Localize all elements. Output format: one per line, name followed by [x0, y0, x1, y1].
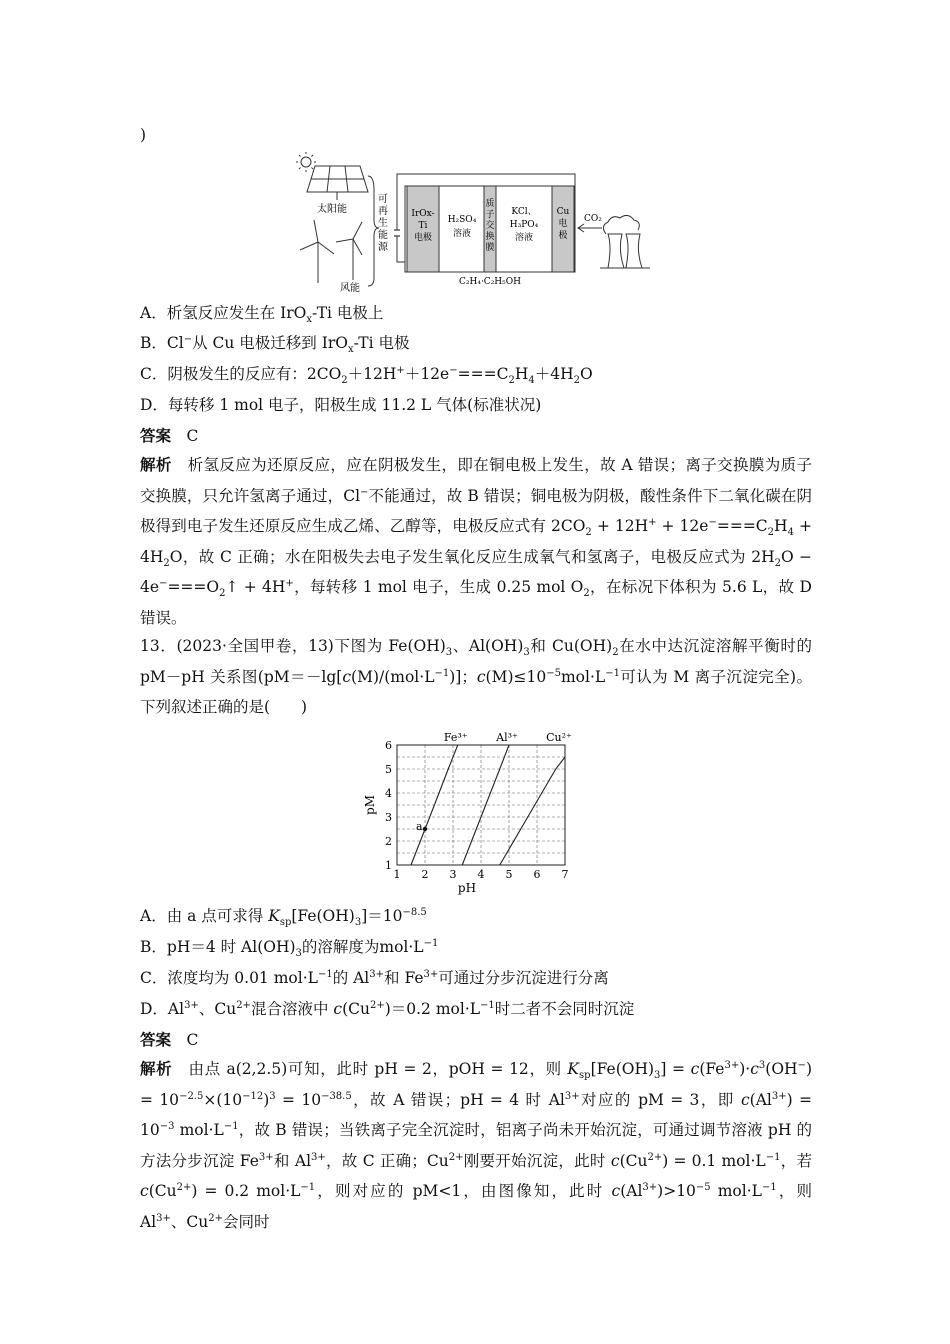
q13-option-a: A．由 a 点可求得 $K_{sp}[Fe(OH)_3]=10^{-8.5}$: [140, 906, 427, 929]
co2-arrow-icon: [578, 224, 602, 232]
svg-text:Cu: Cu: [556, 207, 570, 217]
y-tick-label: 4: [385, 787, 392, 800]
x-tick-label: 6: [533, 868, 541, 881]
svg-text:换: 换: [485, 232, 495, 242]
q12-option-c: C．阴极发生的反应有：$2CO_2+12H^++12e^-===C_2H_4+4H_2O$: [140, 364, 593, 387]
annotation-label: a: [416, 820, 423, 833]
q13-answer: 答案 C: [140, 1030, 199, 1049]
membrane-label: [485, 197, 494, 253]
y-tick-label: 3: [385, 811, 392, 824]
q12-answer: 答案 C: [140, 426, 199, 445]
svg-text:KCl、: KCl、: [511, 207, 537, 217]
svg-text:Ti: Ti: [418, 221, 428, 231]
y-axis-label: pM: [363, 795, 377, 815]
svg-text:膜: 膜: [485, 243, 495, 253]
x-tick-label: 7: [561, 868, 569, 881]
svg-text:子: 子: [485, 210, 495, 220]
x-tick-label: 5: [505, 868, 513, 881]
solar-panel-icon: [307, 166, 368, 200]
y-tick-label: 6: [385, 739, 392, 752]
chart-grid: [397, 745, 565, 865]
svg-text:再: 再: [378, 206, 388, 217]
series-line-2: [500, 757, 565, 865]
q13-stem: 13．(2023·全国甲卷，13)下图为 $Fe(OH)_3$、$Al(OH)_3$和 $Cu(OH)_2$在水中达沉淀溶解平衡时的pM－pH 关系图($pM=-\lg[c(M)/(mol\cdot L^{-1})]$；$c(M)\le 10^{-5}mol\cdot L^{-1}$可认为 M 离子沉淀完全)。下列叙述正确的是( ): [140, 637, 812, 716]
y-tick-label: 5: [385, 763, 392, 776]
pm-ph-chart: [360, 725, 595, 895]
series-label-2: Cu²⁺: [546, 731, 572, 744]
svg-text:H₃PO₄: H₃PO₄: [509, 220, 539, 230]
renewable-label: [378, 193, 389, 253]
factory-icon: [600, 215, 650, 268]
svg-text:生: 生: [378, 218, 388, 229]
co2-label: CO₂: [584, 214, 602, 224]
series-label-1: Al³⁺: [496, 731, 518, 744]
svg-text:可: 可: [378, 194, 388, 205]
x-tick-label: 2: [421, 868, 429, 881]
x-tick-label: 1: [393, 868, 401, 881]
q12-option-a: A．析氢反应发生在 IrO$_x$-Ti 电极上: [140, 304, 384, 326]
wind-turbine-icon: [300, 220, 362, 283]
solar-label: 太阳能: [317, 204, 347, 215]
x-axis-label: pH: [457, 881, 477, 895]
svg-text:交: 交: [485, 221, 495, 231]
y-tick-label: 2: [385, 835, 392, 848]
q13-option-c: C．浓度均为 0.01 $mol\cdot L^{-1}$的 $Al^{3+}$和 $Fe^{3+}$可通过分步沉淀进行分离: [140, 968, 609, 987]
svg-text:H₂SO₄: H₂SO₄: [447, 215, 477, 225]
chart-labels: [363, 731, 572, 895]
svg-text:能: 能: [378, 230, 388, 241]
svg-text:质: 质: [485, 199, 495, 209]
annotation-point: [423, 827, 427, 831]
q12-option-d: D．每转移 1 mol 电子，阳极生成 11.2 L 气体(标准状况): [140, 396, 542, 414]
top-paren: ): [140, 126, 147, 144]
x-tick-label: 4: [477, 868, 485, 881]
q13-option-b: B．pH＝4 时 $Al(OH)_3$的溶解度为$mol\cdot L^{-1}$: [140, 937, 439, 960]
svg-text:溶液: 溶液: [514, 233, 534, 243]
q12-option-b: B．Cl−从 Cu 电极迁移到 IrO$_x$-Ti 电极: [140, 333, 410, 356]
svg-text:IrOx-: IrOx-: [411, 209, 435, 219]
wind-label: 风能: [340, 283, 360, 294]
svg-text:溶液: 溶液: [452, 229, 472, 239]
product-label: C₂H₄·C₂H₅OH: [459, 277, 521, 287]
sun-icon: [296, 152, 316, 172]
y-tick-label: 1: [385, 859, 392, 872]
series-label-0: Fe³⁺: [443, 731, 468, 744]
electrolysis-diagram: [290, 150, 670, 300]
svg-text:源: 源: [378, 242, 388, 253]
svg-text:电: 电: [558, 219, 568, 229]
q13-option-d: D．$Al^{3+}$、$Cu^{2+}$混合溶液中 $c(Cu^{2+})=0.2$ $mol\cdot L^{-1}$时二者不会同时沉淀: [140, 999, 635, 1018]
q13-analysis: 解析 由点 a(2,2.5)可知，此时 pH = 2，pOH = 12，则 $K_{sp}[Fe(OH)_3] = c(Fe^{3+})\cdot c^3(OH^-) = 10^{-2.5}\times(10^{-12})^3 = 10^{-38.5}$，故 A 错误；pH = 4 时 $Al^{3+}$对应的 pM = 3，即 $c(Al^{3+}) = 10^{-3}$ $mol\cdot L^{-1}$，故 B 错误；当铁离子完全沉淀时，铝离子尚未开始沉淀，可通过调节溶液 pH 的方法分步沉淀 $Fe^{3+}$和 $Al^{3+}$，故 C 正确；$Cu^{2+}$刚要开始沉淀，此时 $c(Cu^{2+}) = 0.1$ $mol\cdot L^{-1}$，若 $c(Cu^{2+}) = 0.2$ $mol\cdot L^{-1}$，则对应的 pM<1，由图像知，此时 $c(Al^{3+})>10^{-5}$ $mol\cdot L^{-1}$，则 $Al^{3+}$、$Cu^{2+}$会同时: [140, 1059, 812, 1231]
svg-text:极: 极: [558, 231, 568, 241]
q12-analysis: 解析 析氢反应为还原反应，应在阴极发生，即在铜电极上发生，故 A 错误；离子交换膜为质子交换膜，只允许氢离子通过，Cl−不能通过，故 B 错误；铜电极为阴极，酸性条件下二氧化碳在阴极得到电子发生还原反应生成乙烯、乙醇等，电极反应式有 $2CO_2 + 12H^+ + 12e^-===C_2H_4 + 4H_2O$，故 C 正确；水在阳极失去电子发生氧化反应生成氧气和氢离子，电极反应式为 $2H_2O$ − $4e^-===O_2↑ + 4H^+$，每转移 1 mol 电子，生成 0.25 mol $O_2$，在标况下体积为 5.6 L，故 D 错误。: [140, 455, 813, 627]
x-tick-label: 3: [449, 868, 457, 881]
svg-text:电极: 电极: [413, 233, 433, 243]
